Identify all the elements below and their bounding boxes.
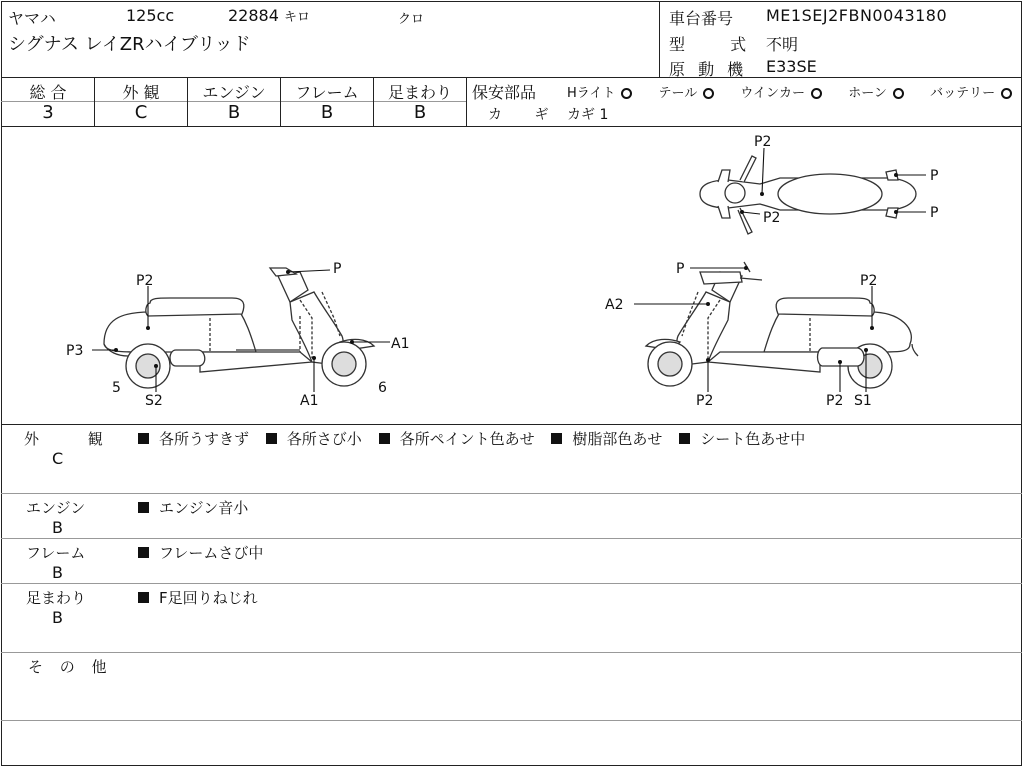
frame-no-label: 車台番号 (669, 9, 734, 28)
notes-suspension-grade: B (52, 608, 63, 627)
note-suspension-1: F足回りねじれ (138, 587, 258, 608)
notes-frame-grade: B (52, 563, 63, 582)
safety-title: 保安部品 (472, 83, 537, 102)
ok-circle-icon (703, 88, 714, 99)
note-exterior-2: 各所さび小 (266, 428, 362, 449)
diag-label-top-p2b: P2 (763, 210, 781, 226)
notes-frame-title: フレーム (26, 544, 86, 562)
safety-headlight: Hライト (567, 82, 632, 101)
note-exterior-4: 樹脂部色あせ (551, 428, 662, 449)
notes-exterior-title: 外 観 (24, 430, 125, 448)
diag-label-left-a1-front: A1 (391, 336, 410, 352)
ok-circle-icon (1001, 88, 1012, 99)
grade-header-frame: フレーム (295, 83, 359, 102)
scooter-diagram (0, 127, 1022, 424)
note-frame-1: フレームさび中 (138, 542, 263, 563)
grade-header-engine: エンジン (202, 83, 266, 102)
mileage: 22884 キロ (228, 6, 311, 25)
diag-label-left-p2: P2 (136, 273, 154, 289)
displacement: 125cc (126, 6, 175, 25)
engine-label: 原 動 機 (669, 60, 748, 79)
body-color: クロ (398, 12, 425, 27)
notes-engine-grade: B (52, 518, 63, 537)
safety-winker: ウインカー (740, 82, 822, 101)
safety-battery: バッテリー (930, 82, 1012, 101)
diag-label-right-p2-floor: P2 (696, 393, 714, 409)
diag-label-left-a1-floor: A1 (300, 393, 319, 409)
safety-items (567, 82, 1024, 101)
diag-label-right-a2: A2 (605, 297, 624, 313)
ok-circle-icon (811, 88, 822, 99)
grade-frame: B (320, 102, 334, 123)
diag-label-top-p2: P (930, 205, 939, 221)
grade-exterior: C (134, 102, 148, 123)
notes-exterior-grade: C (52, 449, 64, 468)
notes-engine-title: エンジン (26, 499, 86, 517)
header-divider (659, 1, 660, 78)
diag-label-right-p: P (676, 261, 685, 277)
model-name: シグナス レイZRハイブリッド (8, 34, 251, 55)
grade-header-overall: 総 合 (29, 83, 67, 102)
notes-frame-items (138, 542, 275, 563)
frame-no: ME1SEJ2FBN0043180 (766, 6, 948, 25)
diag-label-left-p: P (333, 261, 342, 277)
diag-label-right-p2-seat: P2 (860, 273, 878, 289)
notes-other-title: そ の 他 (28, 658, 113, 676)
ok-circle-icon (621, 88, 632, 99)
diagram-bottom-line (1, 424, 1022, 425)
safety-tail: テール (659, 82, 715, 101)
grade-header-exterior: 外 観 (122, 83, 160, 102)
key-value: カギ 1 (567, 107, 609, 123)
notes-suspension-items (138, 587, 270, 608)
note-exterior-5: シート色あせ中 (679, 428, 805, 449)
diag-label-left-p3: P3 (66, 343, 84, 359)
grade-suspension: B (413, 102, 427, 123)
diag-label-left-s2: S2 (145, 393, 163, 409)
key-label: カ ギ (488, 107, 563, 123)
note-exterior-3: 各所ペイント色あせ (379, 428, 535, 449)
top-view-scooter (700, 156, 916, 234)
diag-label-left-6: 6 (378, 380, 387, 396)
header-bottom-line (1, 77, 1022, 78)
notes-exterior-items (138, 428, 817, 449)
notes-engine-items (138, 497, 260, 518)
maker: ヤマハ (8, 9, 56, 28)
diag-label-left-5: 5 (112, 380, 121, 396)
type-value: 不明 (766, 35, 799, 54)
notes-suspension-title: 足まわり (26, 589, 87, 607)
note-exterior-1: 各所うすきず (138, 428, 249, 449)
grade-header-suspension: 足まわり (387, 83, 452, 102)
note-engine-1: エンジン音小 (138, 497, 248, 518)
engine-value: E33SE (766, 57, 817, 76)
diag-label-right-s1: S1 (854, 393, 872, 409)
diag-label-top-p2a: P2 (754, 134, 772, 150)
diag-label-right-p2-muffler: P2 (826, 393, 844, 409)
ok-circle-icon (893, 88, 904, 99)
safety-horn: ホーン (848, 82, 904, 101)
grade-engine: B (227, 102, 241, 123)
type-label: 型 式 (669, 35, 767, 54)
diag-label-top-p1: P (930, 168, 939, 184)
grade-overall: 3 (42, 102, 54, 123)
